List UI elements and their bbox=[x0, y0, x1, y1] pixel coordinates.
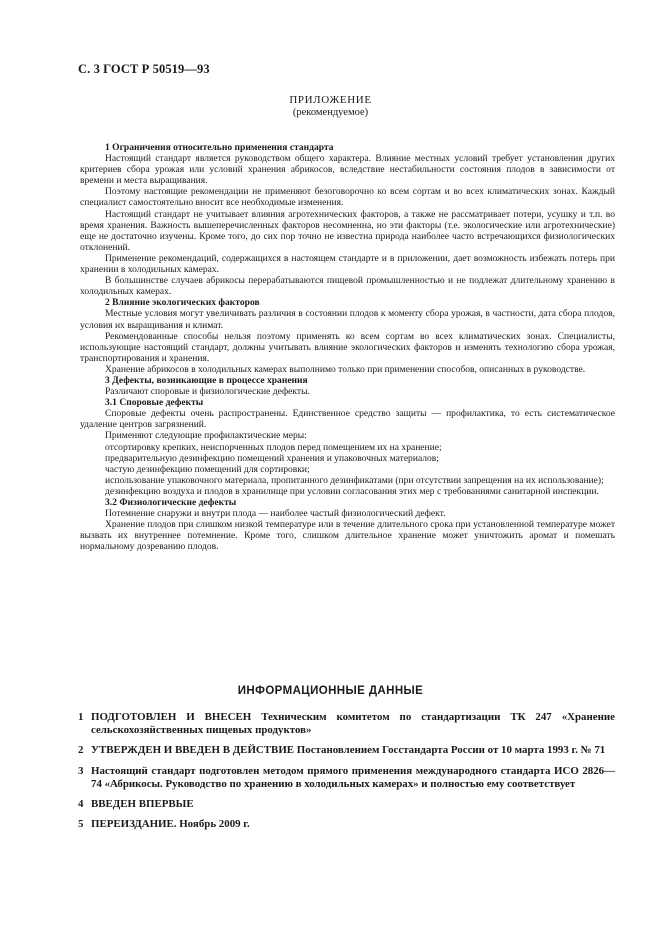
section-heading: 1 Ограничения относительно применения стандарта bbox=[105, 142, 334, 153]
body-paragraph: Хранение абрикосов в холодильных камерах выполнимо только при применении способов, описанных в руководстве. bbox=[105, 363, 586, 375]
section-heading: 3 Дефекты, возникающие в процессе хранения bbox=[105, 374, 308, 386]
info-item bbox=[78, 744, 615, 757]
body-paragraph: частую дезинфекцию помещений для сортировки; bbox=[105, 463, 310, 475]
appendix-body bbox=[80, 142, 615, 552]
info-item bbox=[78, 711, 615, 737]
body-paragraph: Различают споровые и физиологические дефекты. bbox=[105, 386, 310, 398]
info-item-number: 4 bbox=[78, 798, 84, 811]
body-paragraph: Рекомендованные способы нельзя поэтому применять ко всем сортам во всех климатических зонах. Специалисты, использующие настоящий стандарт, должны учитывать влияние экологических факторов и изменять технологию сбора урожая, транспортирования и хранения. bbox=[80, 330, 615, 364]
body-paragraph: дезинфекцию воздуха и плодов в хранилище при условии согласования этих мер с требованиями санитарной инспекции. bbox=[105, 485, 599, 497]
info-item-text: ПЕРЕИЗДАНИЕ. Ноябрь 2009 г. bbox=[91, 818, 250, 831]
body-paragraph: Поэтому настоящие рекомендации не применяют безоговорочно ко всем сортам и во всех климатических зонах. Каждый специалист самостоятельно вносит все необходимые изменения. bbox=[80, 186, 615, 209]
info-section-title: ИНФОРМАЦИОННЫЕ ДАННЫЕ bbox=[237, 685, 424, 697]
info-item bbox=[78, 765, 615, 791]
info-item-number: 5 bbox=[78, 818, 84, 831]
body-paragraph: Потемнение снаружи и внутри плода — наиболее частый физиологический дефект. bbox=[105, 508, 446, 520]
info-item bbox=[78, 798, 615, 811]
info-item-text: УТВЕРЖДЕН И ВВЕДЕН В ДЕЙСТВИЕ Постановлением Госстандарта России от 10 марта 1993 г. № 71 bbox=[91, 744, 606, 757]
info-list bbox=[78, 711, 615, 838]
body-paragraph: Местные условия могут увеличивать различия в состоянии плодов к моменту сбора урожая, в частности, дата сбора плодов, условия их выращивания и климат. bbox=[80, 308, 615, 331]
body-paragraph: использование упаковочного материала, пропитанного дезинфикатами (при отсутствии запрещения на их использование); bbox=[105, 474, 604, 486]
body-paragraph: Применяют следующие профилактические меры: bbox=[105, 430, 307, 442]
body-paragraph: отсортировку крепких, неиспорченных плодов перед помещением их на хранение; bbox=[105, 441, 442, 453]
info-item bbox=[78, 818, 615, 831]
body-paragraph: предварительную дезинфекцию помещений хранения и упаковочных материалов; bbox=[105, 452, 439, 464]
body-paragraph: Применение рекомендаций, содержащихся в настоящем стандарте и в приложении, дает возможность избежать потерь при хранении в холодильных камерах. bbox=[80, 252, 615, 276]
body-paragraph: Хранение плодов при слишком низкой температуре или в течение длительного срока при установленной температуре может вызвать их внутреннее потемнение. Кроме того, слишком длительное хранение может уничтожить аромат и помешать нормальному дозреванию плодов. bbox=[80, 519, 615, 553]
info-item-text: ПОДГОТОВЛЕН И ВНЕСЕН Техническим комитетом по стандартизации ТК 247 «Хранение сельскохозяйственных пищевых продуктов» bbox=[91, 711, 615, 737]
body-paragraph: Настоящий стандарт является руководством общего характера. Влияние местных условий требует установления других критериев сбора урожая или условий хранения абрикосов, вследствие нестабильности состояния плодов в зависимости от времени и места выращивания. bbox=[80, 153, 615, 187]
page-header: С. 3 ГОСТ Р 50519—93 bbox=[78, 62, 210, 76]
body-paragraph: Споровые дефекты очень распространены. Единственное средство защиты — профилактика, то есть систематическое удаление центров загрязнений. bbox=[80, 408, 615, 431]
section-heading: 3.1 Споровые дефекты bbox=[105, 397, 204, 409]
section-heading: 3.2 Физиологические дефекты bbox=[105, 497, 237, 508]
info-item-number: 1 bbox=[78, 711, 84, 723]
info-item-text: Настоящий стандарт подготовлен методом прямого применения международного стандарта ИСО 2826—74 «Абрикосы. Руководство по хранению в холодильных камерах» и полностью ему соответствует bbox=[91, 764, 615, 790]
info-item-number: 2 bbox=[78, 744, 84, 757]
info-item-text: ВВЕДЕН ВПЕРВЫЕ bbox=[91, 798, 194, 811]
section-heading: 2 Влияние экологических факторов bbox=[105, 297, 260, 309]
appendix-title: ПРИЛОЖЕНИЕ bbox=[289, 94, 372, 106]
body-paragraph: В большинстве случаев абрикосы перерабатываются пищевой промышленностью и не подлежат длительному хранению в холодильных камерах. bbox=[80, 275, 615, 298]
info-item-number: 3 bbox=[78, 764, 84, 777]
body-paragraph: Настоящий стандарт не учитывает влияния агротехнических факторов, а также не рассматривает потери, усушку и т.п. во время хранения. Важность вышеперечисленных факторов несомненна, но эти факторы (т.е. экологические или агротехнические) еще не достаточно изучены. Кроме того, до сих пор точно не известна природа наиболее часто встречающихся физиологических отклонений. bbox=[80, 208, 615, 253]
appendix-subtitle: (рекомендуемое) bbox=[292, 107, 369, 118]
